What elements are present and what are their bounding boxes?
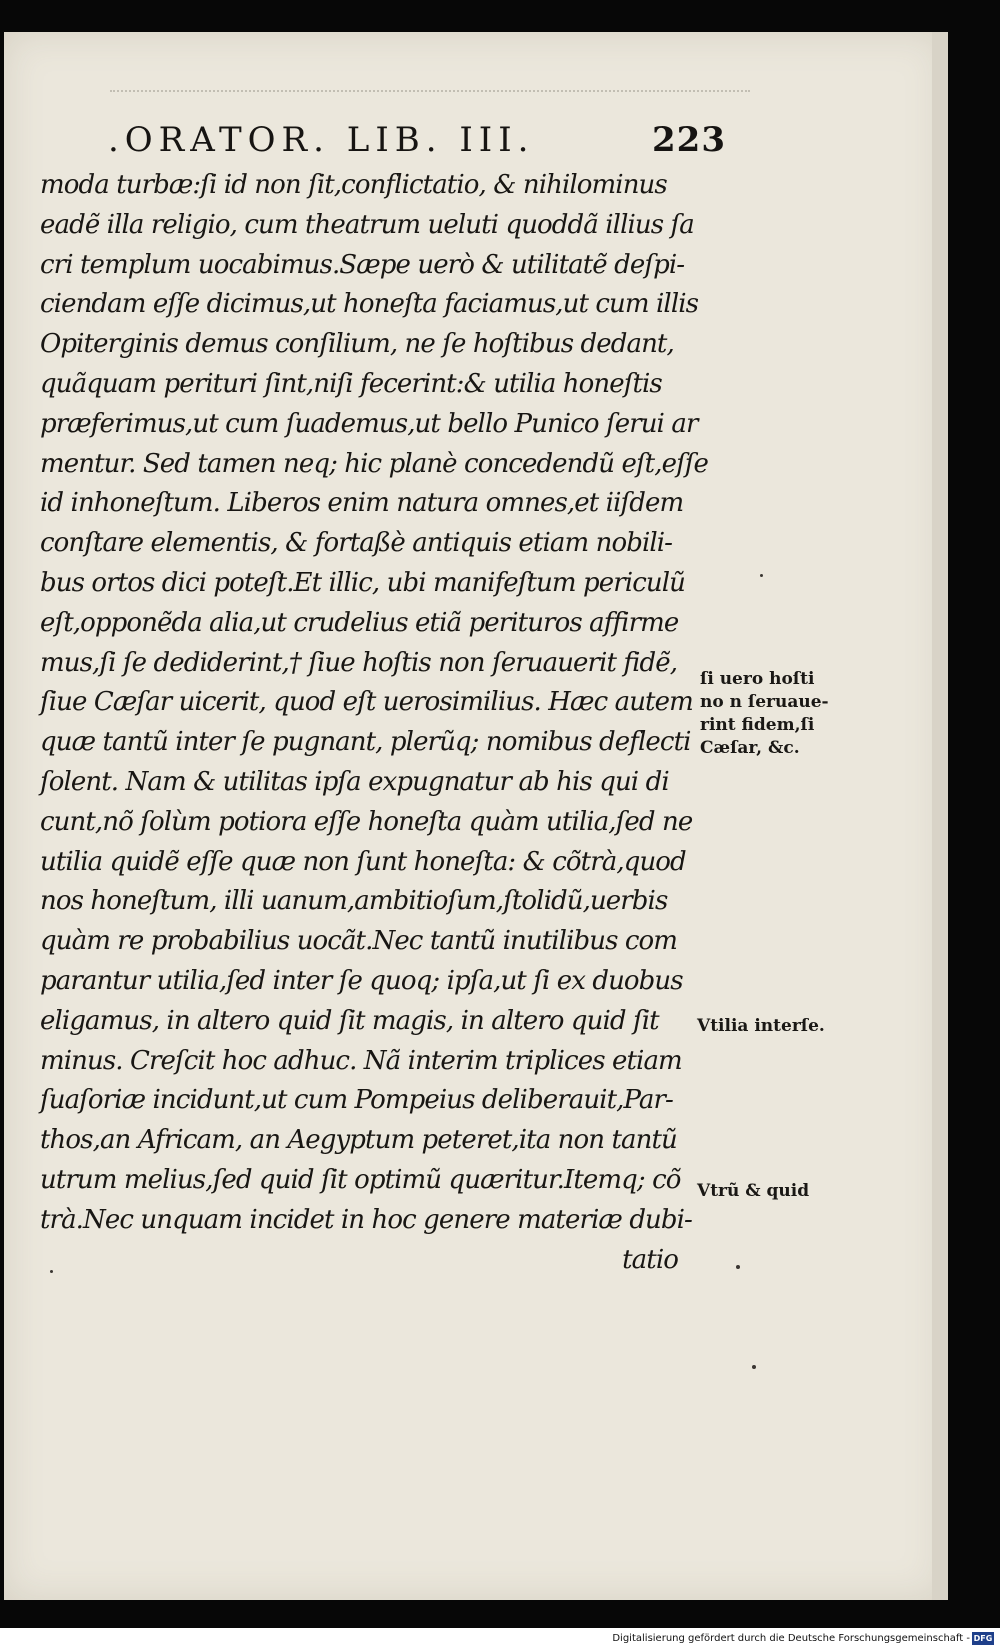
running-head-title: .ORATOR. LIB. III. xyxy=(108,120,535,160)
text-line: præferimus,ut cum ſuademus,ut bello Punico ſerui ar xyxy=(40,408,698,439)
text-line: utrum melius,ſed quid ſit optimũ quæritur.Itemq; cõ xyxy=(40,1164,681,1195)
margin-note-line: rint fidem,ſi xyxy=(700,715,815,735)
margin-note xyxy=(697,1015,825,1038)
text-line: eadẽ illa religio, cum theatrum ueluti quoddã illius ſa xyxy=(40,209,694,240)
text-line: quãquam perituri ſint,niſi fecerint:& utilia honeſtis xyxy=(40,368,662,399)
page-edge xyxy=(932,32,948,1600)
text-line: parantur utilia,ſed inter ſe quoq; ipſa,ut ſi ex duobus xyxy=(40,965,683,996)
text-line: minus. Creſcit hoc adhuc. Nã interim triplices etiam xyxy=(40,1045,682,1076)
text-line: thos,an Africam, an Aegyptum peteret,ita non tantũ xyxy=(40,1125,677,1156)
ink-speck xyxy=(736,1265,740,1269)
text-line: id inhoneſtum. Liberos enim natura omnes,et iiſdem xyxy=(40,488,684,519)
text-line: moda turbæ:ſi id non ſit,conflictatio, & nihilominus xyxy=(40,170,667,200)
margin-note-line: ſi uero hoſti xyxy=(700,669,815,689)
text-line: eſt,opponẽda alia,ut crudelius etiã perituros affirme xyxy=(40,607,679,638)
text-line: bus ortos dici poteſt.Et illic, ubi manifeſtum periculũ xyxy=(40,567,685,598)
top-rule xyxy=(110,90,750,92)
text-line: ſolent. Nam & utilitas ipſa expugnatur ab his qui di xyxy=(40,766,669,797)
text-line: cri templum uocabimus.Sæpe uerò & utilitatẽ deſpi- xyxy=(40,249,685,280)
margin-note-line: Vtrũ & quid xyxy=(697,1181,810,1201)
text-line: Opiterginis demus conſilium, ne ſe hoſtibus dedant, xyxy=(40,329,674,360)
text-line: nos honeſtum, illi uanum,ambitioſum,ſtolidũ,uerbis xyxy=(40,886,668,917)
dfg-logo: DFG xyxy=(973,1634,993,1643)
margin-note xyxy=(700,668,829,760)
text-line: cunt,nõ ſolùm potiora eſſe honeſta quàm utilia,ſed ne xyxy=(40,806,693,837)
text-line: ſuaſoriæ incidunt,ut cum Pompeius deliberauit,Par- xyxy=(40,1085,673,1116)
text-line: mus,ſi ſe dediderint,† ſiue hoſtis non ſeruauerit fidẽ, xyxy=(40,647,678,678)
margin-note xyxy=(697,1180,809,1203)
text-line: utilia quidẽ eſſe quæ non ſunt honeſta: & cõtrà,quod xyxy=(40,846,686,877)
margin-note-line: Vtilia interſe. xyxy=(697,1016,825,1036)
margin-note-line: no n ſeruaue- xyxy=(700,692,829,712)
digitization-credit: Digitalisierung gefördert durch die Deutsche Forschungsgemeinschaft - xyxy=(612,1633,970,1644)
text-line: ſiue Cæſar uicerit, quod eſt uerosimilius. Hæc autem xyxy=(40,687,693,718)
margin-note-line: Cæſar, &c. xyxy=(700,738,800,758)
running-head xyxy=(108,120,726,160)
text-line: mentur. Sed tamen neq; hic planè concedendũ eſt,eſſe xyxy=(40,448,709,479)
ink-speck xyxy=(752,1365,756,1369)
text-line: eligamus, in altero quid ſit magis, in altero quid ſit xyxy=(40,1005,659,1036)
catchword: tatio xyxy=(622,1244,678,1275)
page-number: 223 xyxy=(652,120,726,160)
text-line: quæ tantũ inter ſe pugnant, plerũq; nomibus deflecti xyxy=(40,727,691,758)
ink-speck xyxy=(760,574,763,577)
ink-speck xyxy=(50,1270,53,1273)
text-line: quàm re probabilius uocãt.Nec tantũ inutilibus com xyxy=(40,926,678,957)
text-line: trà.Nec unquam incidet in hoc genere materiæ dubi- xyxy=(40,1204,692,1235)
body-text xyxy=(40,166,709,1280)
text-line: conſtare elementis, & fortaßè antiquis etiam nobili- xyxy=(40,528,673,559)
text-line: ciendam eſſe dicimus,ut honeſta faciamus,ut cum illis xyxy=(40,289,699,320)
